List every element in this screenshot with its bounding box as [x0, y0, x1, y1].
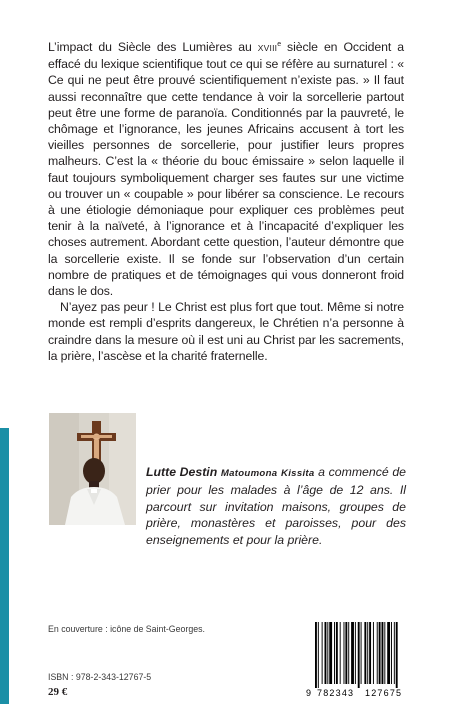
barcode-bar [361, 622, 362, 684]
barcode-bar [348, 622, 349, 684]
barcode-digits-left: 782343 [317, 688, 355, 698]
barcode-bar [329, 622, 332, 684]
barcode-bar [387, 622, 390, 684]
blurb-text: L’impact du Siècle des Lumières au [48, 40, 258, 54]
barcode-bar [334, 622, 335, 684]
blurb-text: siècle en Occident a effacé du lexique scientifique tout ce qui se réfère au surnaturel : « Ce qui ne peut être prouvé scientifiquement n’existe pas. » Il faut aussi reconnaître que cette tendance à voir la sorcellerie partout peut être une forme de paranoïa. Conditionnés par la pauvreté, le chômage et l’ignorance, les jeunes Africains accusent à tort les vieilles personnes de sorcellerie, pour justifier leurs propres malheurs. C’est la « théorie du bouc émissaire » selon laquelle il faut toujours symboliquement charger ses fautes sur une victime ou trouver un « coupable » pour libérer sa conscience. Le recours à une étiologie démoniaque pour expliquer ces problèmes peut tenir à la naïveté, à l’ignorance et à l’incapacité d’expliquer les choses autrement. Abordant cette question, l’auteur démontre que la sorcellerie existe. Il se fonde sur l’observation d’un certain nombre de pratiques et de témoignages qui vous donneront froid dans le dos. [48, 40, 404, 299]
barcode-bar [379, 622, 381, 684]
barcode-digit-first: 9 [306, 688, 312, 698]
author-surname: Kissita [280, 468, 315, 479]
century-superscript: e [277, 40, 281, 48]
barcode-bar [394, 622, 395, 684]
author-bio-text: a commencé de prier pour les malades à l’âge de 12 ans. Il parcourt sur invitation maisons, groupes de prière, monastères et paroisses, pour des enseignements et pour la prière. [146, 465, 406, 547]
blurb-paragraph-2: N’ayez pas peur ! Le Christ est plus fort que tout. Même si notre monde est rempli d’esprits dangereux, le Chrétien n’a personne à craindre dans la mesure où il est uni au Christ par les sacrements, la prière, l’ascèse et la charité fraternelle. [48, 300, 404, 363]
barcode-bar [377, 622, 378, 684]
barcode-bar [351, 622, 354, 684]
barcode-bar [344, 622, 345, 684]
barcode-bar [345, 622, 347, 684]
barcode-bar [391, 622, 392, 684]
barcode-graphic [305, 620, 417, 698]
isbn: ISBN : 978-2-343-12767-5 [48, 672, 152, 682]
accent-side-bar [0, 428, 9, 704]
author-first-names: Lutte Destin [146, 465, 218, 479]
barcode-bar [327, 622, 328, 684]
author-photo [49, 413, 136, 525]
author-surname: Matoumona [220, 468, 278, 479]
barcode-bar [373, 622, 374, 684]
barcode-digits-right: 127675 [365, 688, 403, 698]
cover-credit: En couverture : icône de Saint-Georges. [48, 624, 205, 634]
century-numeral: XVIII [257, 43, 278, 53]
barcode-bar [364, 622, 366, 684]
price: 29 € [48, 686, 68, 698]
barcode-bar [336, 622, 338, 684]
barcode-bar [315, 622, 317, 688]
barcode-bar [396, 622, 398, 688]
barcode-bar [384, 622, 385, 684]
author-bio [146, 464, 406, 548]
barcode [305, 620, 417, 698]
blurb-paragraph-1 [48, 39, 404, 299]
barcode-bar [322, 622, 323, 684]
barcode-bar [358, 622, 360, 688]
barcode-bar [369, 622, 371, 684]
barcode-bar [318, 622, 319, 688]
barcode-bar [367, 622, 368, 684]
barcode-bar [355, 622, 356, 684]
back-cover-blurb [48, 39, 404, 364]
barcode-bar [382, 622, 384, 684]
barcode-bar [325, 622, 327, 684]
author-photo-illustration [49, 413, 136, 525]
barcode-bar [340, 622, 341, 684]
